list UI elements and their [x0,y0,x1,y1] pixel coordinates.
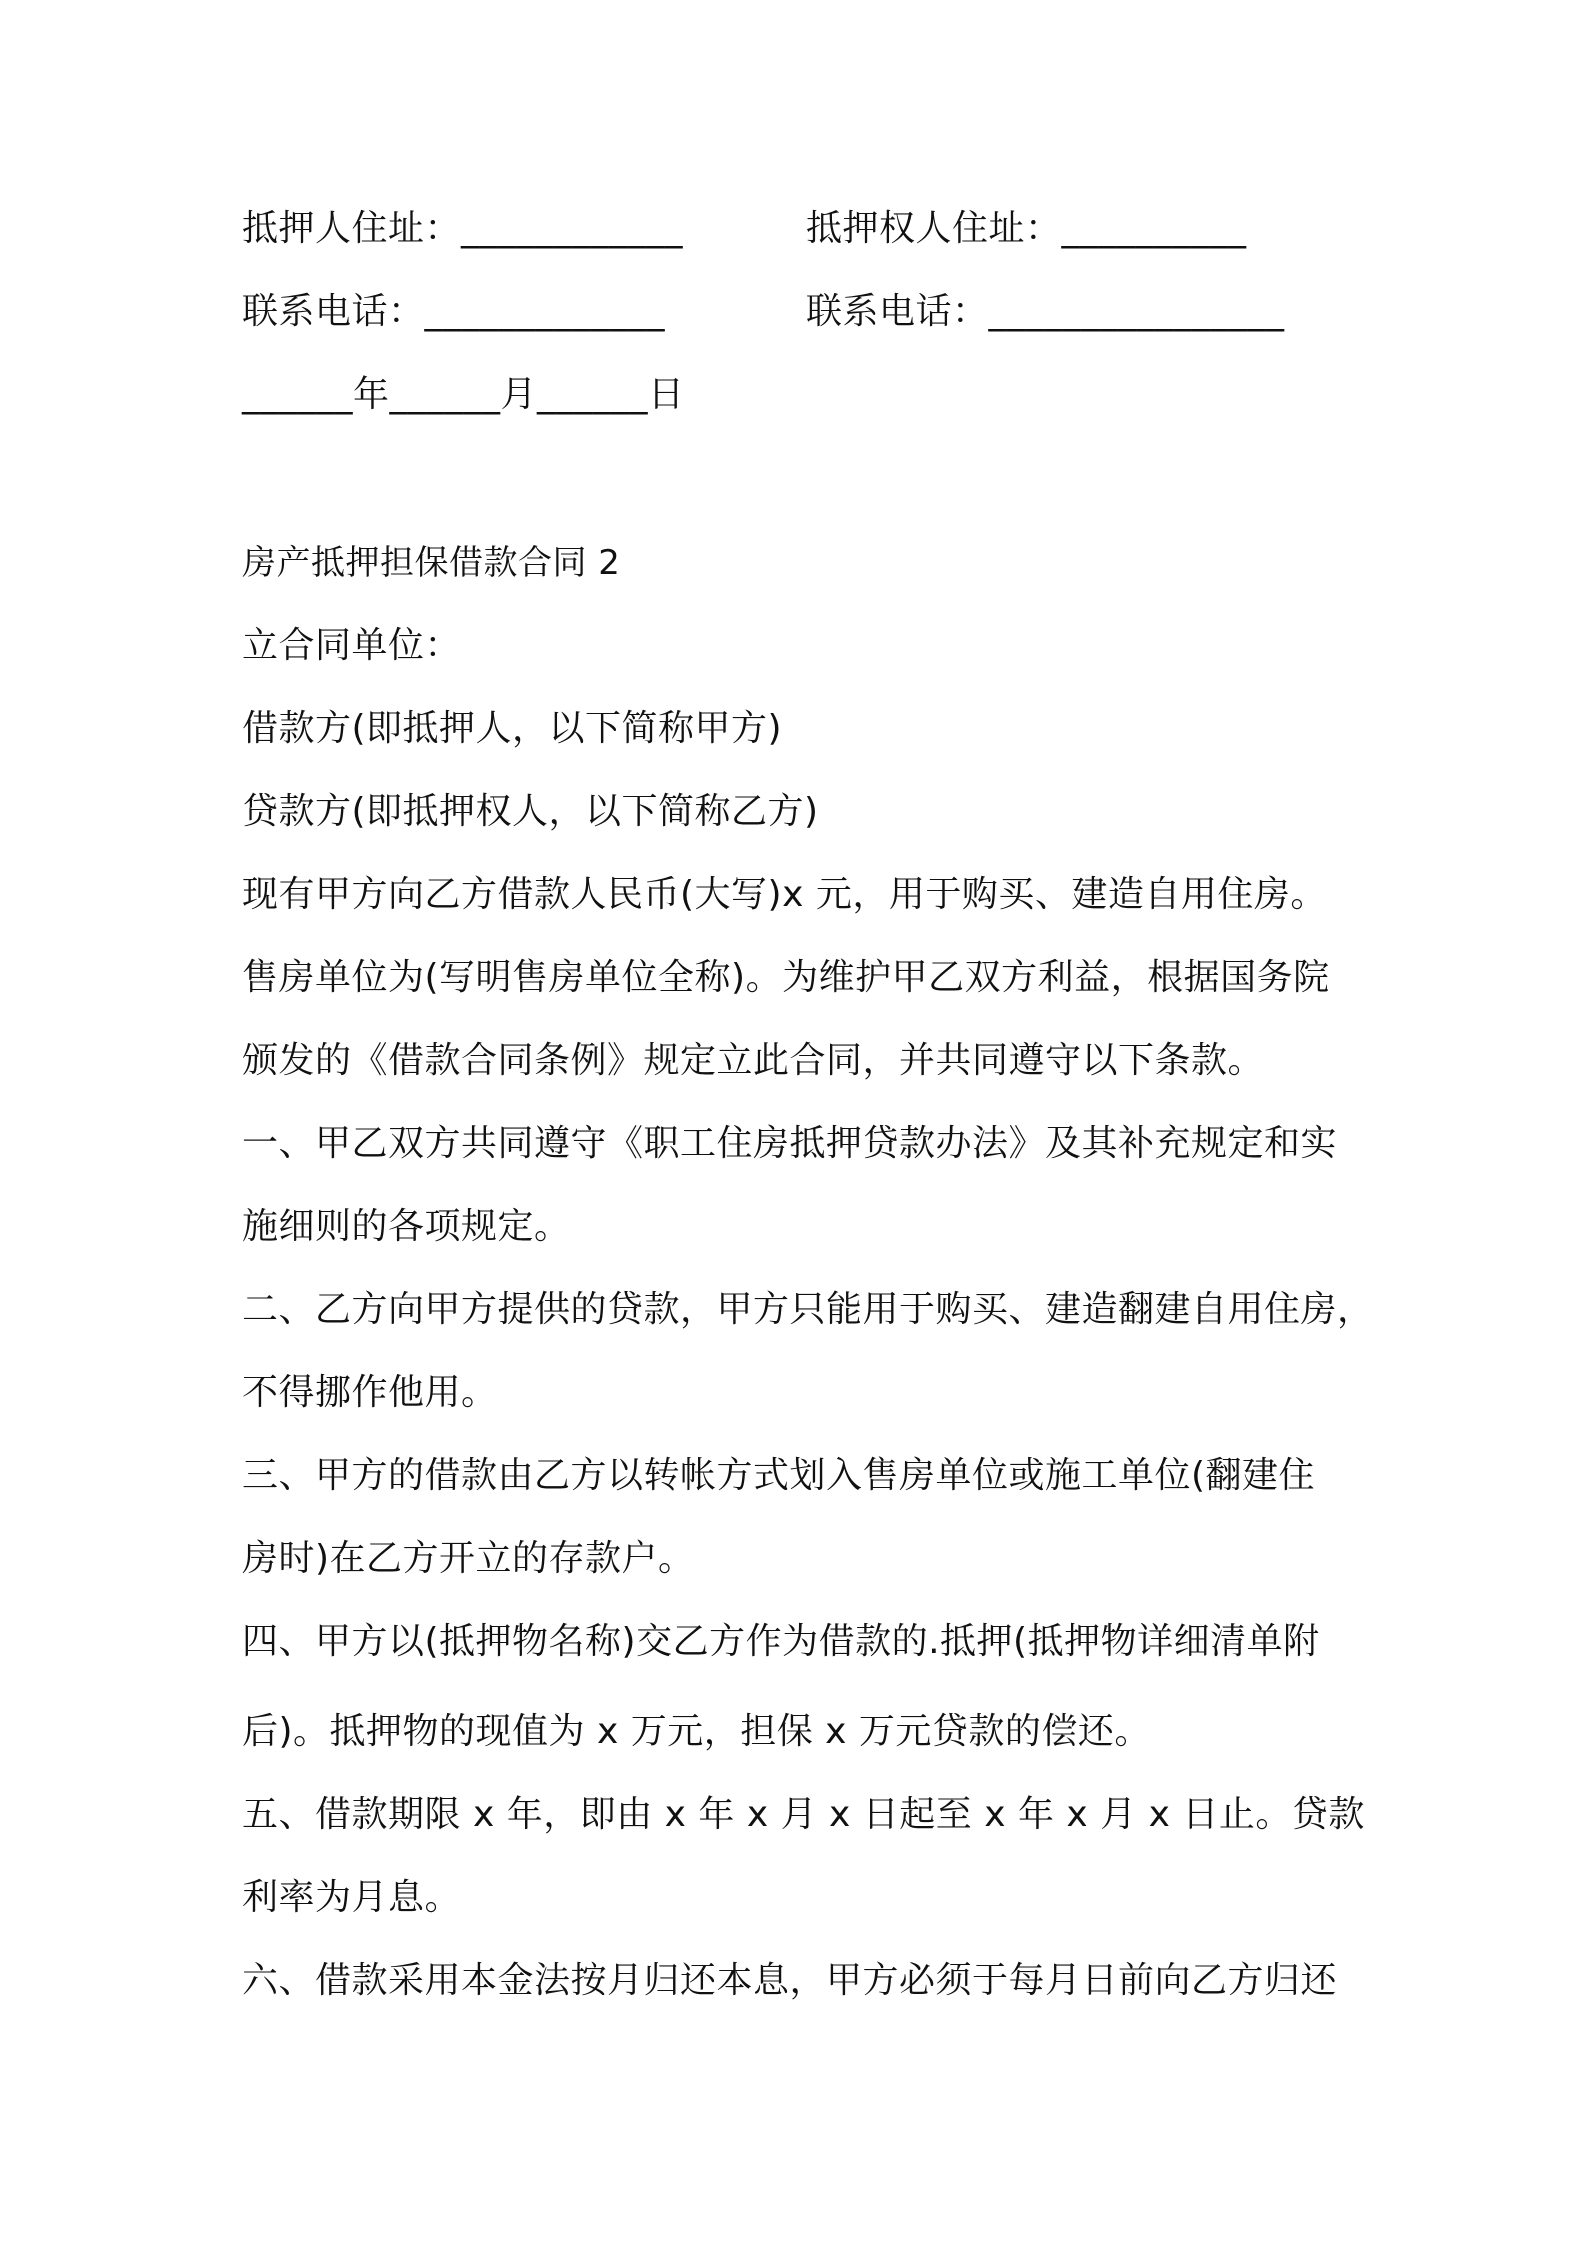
lender-line: 贷款方(即抵押权人，以下简称乙方) [242,791,819,832]
mortgagee-address-line [806,205,1247,253]
mortgagor-phone: 联系电话：_____________ [242,291,666,332]
preamble-line-3: 颁发的《借款合同条例》规定立此合同，并共同遵守以下条款。 [242,1040,1265,1081]
clause-1-line-1: 一、甲乙双方共同遵守《职工住房抵押贷款办法》及其补充规定和实 [242,1123,1338,1164]
clause-3-line-1: 三、甲方的借款由乙方以转帐方式划入售房单位或施工单位(翻建住 [242,1455,1316,1496]
mortgagee-address: 抵押权人住址：__________ [806,208,1247,249]
preamble-line-2: 售房单位为(写明售房单位全称)。为维护甲乙双方利益，根据国务院 [242,957,1330,998]
clause-3-line-2: 房时)在乙方开立的存款户。 [242,1538,695,1579]
mortgagee-phone: 联系电话：________________ [806,291,1285,332]
mortgagor-address: 抵押人住址：____________ [242,208,684,249]
contract-title: 房产抵押担保借款合同 2 [242,543,621,583]
mortgagor-phone-line [242,288,665,336]
clause-4-line-1: 四、甲方以(抵押物名称)交乙方作为借款的.抵押(抵押物详细清单附 [242,1621,1320,1662]
clause-2-line-2: 不得挪作他用。 [242,1372,498,1413]
clause-6-line-1: 六、借款采用本金法按月归还本息，甲方必须于每月日前向乙方归还 [242,1960,1338,2001]
clause-4-line-2: 后)。抵押物的现值为 x 万元，担保 x 万元贷款的偿还。 [242,1711,1151,1752]
clause-5-line-1: 五、借款期限 x 年，即由 x 年 x 月 x 日起至 x 年 x 月 x 日止。贷款 [242,1794,1365,1835]
clause-2-line-1: 二、乙方向甲方提供的贷款，甲方只能用于购买、建造翻建自用住房， [242,1289,1374,1330]
mortgagee-phone-line [806,288,1285,336]
signing-date: ______年______月______日 [242,374,685,415]
clause-1-line-2: 施细则的各项规定。 [242,1206,571,1247]
parties-heading: 立合同单位： [242,625,462,666]
signing-date-line [242,371,685,419]
clause-5-line-2: 利率为月息。 [242,1877,462,1918]
borrower-line: 借款方(即抵押人，以下简称甲方) [242,708,783,749]
mortgagor-address-line [242,205,683,253]
preamble-line-1: 现有甲方向乙方借款人民币(大写)x 元，用于购买、建造自用住房。 [242,874,1327,915]
